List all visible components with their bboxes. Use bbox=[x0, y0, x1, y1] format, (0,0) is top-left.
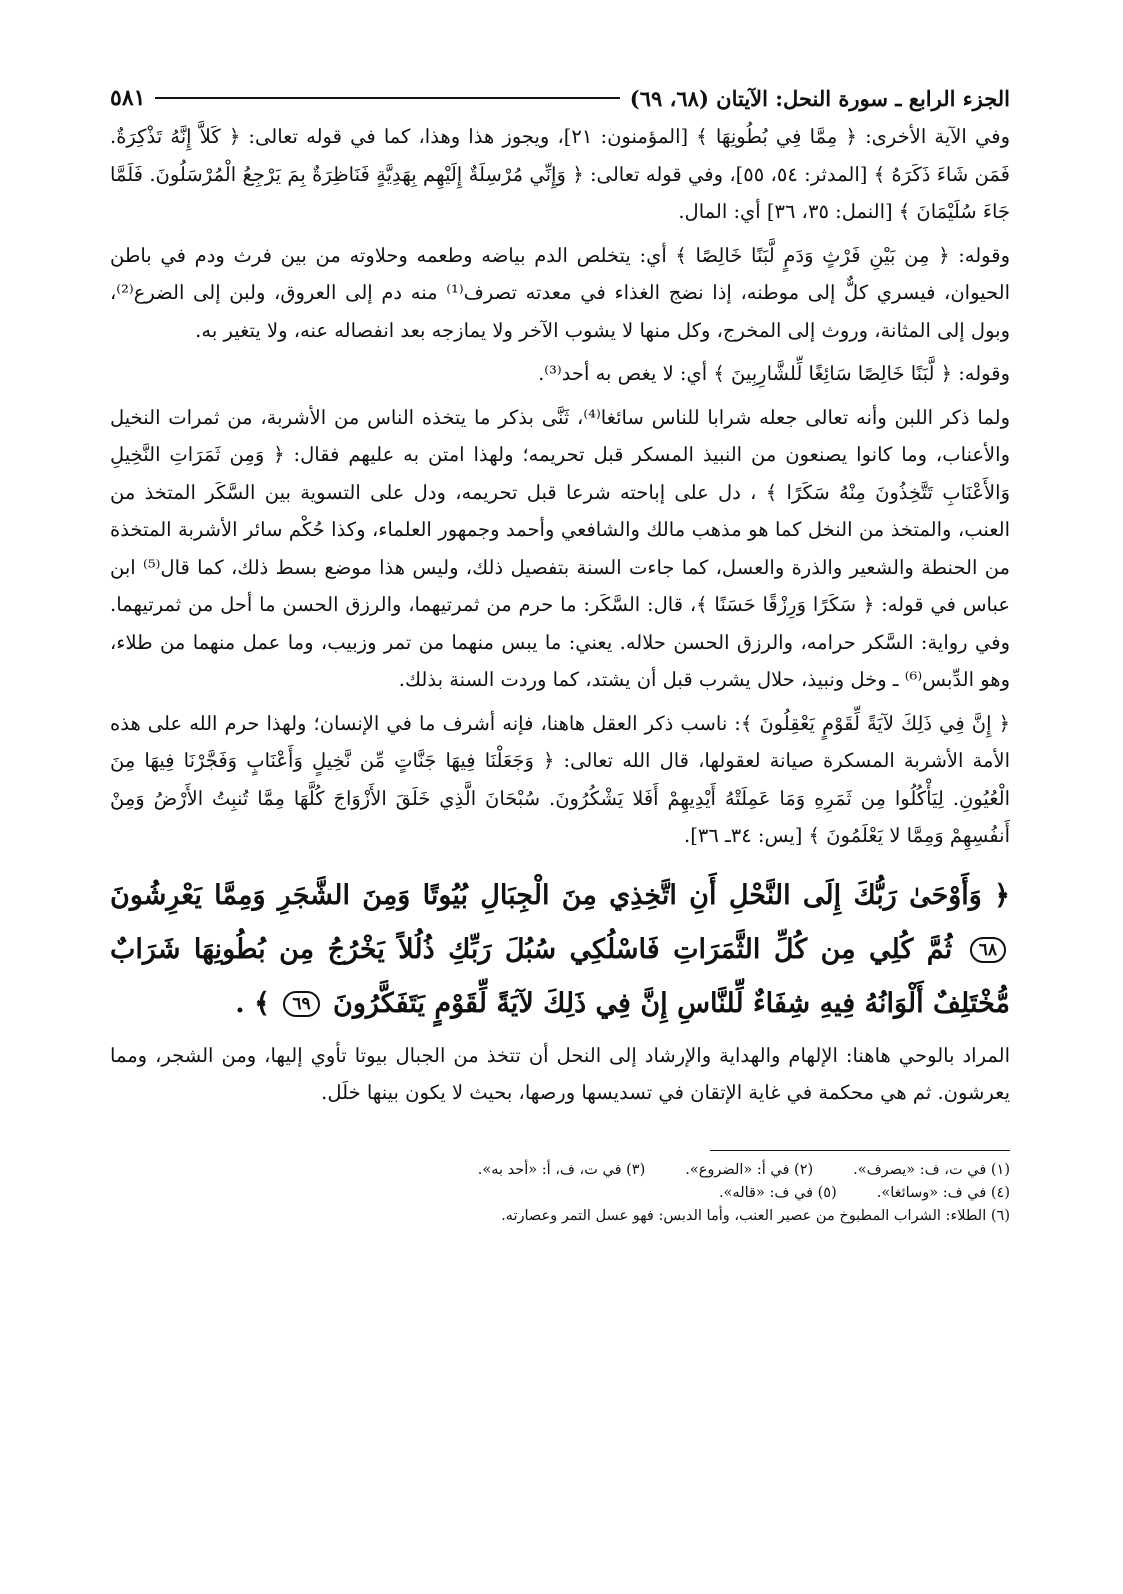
paragraph-5: ﴿ إِنَّ فِي ذَلِكَ لآيَةً لِّقَوْمٍ يَعْقِلُونَ ﴾: ناسب ذكر العقل هاهنا، فإنه أشرف ما في الإنسان؛ ولهذا حرم الله على هذه الأمة الأشربة المسكرة صيانة لعقولها، قال الله تعالى: ﴿ وَجَعَلْنَا فِيهَا جَنَّاتٍ مِّن نَّخِيلٍ وَأَعْنَابٍ وَفَجَّرْنَا فِيهَا مِنَ الْعُيُونِ. لِيَأْكُلُوا مِن ثَمَرِهِ وَمَا عَمِلَتْهُ أَيْدِيهِمْ أَفَلا يَشْكُرُونَ. سُبْحَانَ الَّذِي خَلَقَ الأَزْوَاجَ كُلَّهَا مِمَّا تُنبِتُ الأَرْضُ وَمِنْ أَنفُسِهِمْ وَمِمَّا لا يَعْلَمُونَ ﴾ [يس: ٣٤ـ ٣٦]. bbox=[110, 711, 1010, 847]
paragraph-2: وقوله: ﴿ مِن بَيْنِ فَرْثٍ وَدَمٍ لَّبَنًا خَالِصًا ﴾ أي: يتخلص الدم بياضه وطعمه وحلاوته من بين فرث ودم في باطن الحيوان، فيسري كلٌّ إلى موطنه، إذا نضج الغذاء في معدته تصرف⁽¹⁾ منه دم إلى العروق، ولبن إلى الضرع⁽²⁾، وبول إلى المثانة، وروث إلى المخرج، وكل منها لا يشوب الآخر ولا يمازجه بعد انفصاله عنه، ولا يتغير به. bbox=[110, 243, 1010, 342]
footnote-4: (٤) في ف: «وسائغا». bbox=[876, 1184, 1010, 1201]
verse-text-69: ثُمَّ كُلِي مِن كُلِّ الثَّمَرَاتِ فَاسْلُكِي سُبُلَ رَبِّكِ ذُلُلاً يَخْرُجُ مِن بُطُونِهَا شَرَابٌ مُّخْتَلِفٌ أَلْوَانُهُ فِيهِ شِفَاءٌ لِّلنَّاسِ إِنَّ فِي ذَلِكَ لآيَةً لِّقَوْمٍ يَتَفَكَّرُونَ bbox=[110, 933, 1010, 1019]
paragraph-3: وقوله: ﴿ لَّبَنًا خَالِصًا سَائِغًا لِّلشَّارِبِينَ ﴾ أي: لا يغص به أحد⁽³⁾. bbox=[538, 362, 1010, 385]
commentary-paragraph: المراد بالوحي هاهنا: الإلهام والهداية والإرشاد إلى النحل أن تتخذ من الجبال بيوتا تأوي إليها، ومن الشجر، ومما يعرشون. ثم هي محكمة في غاية الإتقان في تسديسها ورصها، بحيث لا يكون بينها خلَل. bbox=[110, 1043, 1010, 1104]
running-title: الجزء الرابع ـ سورة النحل: الآيتان (٦٨، ٦٩) bbox=[629, 85, 1010, 111]
verse-number-68: ٦٨ bbox=[970, 937, 1006, 963]
book-page bbox=[110, 78, 1010, 1558]
footnote-6: (٦) الطلاء: الشراب المطبوخ من عصير العنب، وأما الدبس: فهو عسل التمر وعصارته. bbox=[501, 1207, 1010, 1224]
footnote-3: (٣) في ت، ف، أ: «أحد به». bbox=[477, 1161, 646, 1178]
footnote-separator bbox=[710, 1150, 1010, 1151]
footnote-5: (٥) في ف: «قاله». bbox=[718, 1184, 837, 1201]
footnote-row-3 bbox=[110, 1205, 1010, 1228]
footnote-2: (٢) في أ: «الضروع». bbox=[685, 1161, 814, 1178]
quran-verse-block bbox=[110, 869, 1010, 1031]
verse-text-68: ﴿ وَأَوْحَىٰ رَبُّكَ إِلَى النَّحْلِ أَنِ اتَّخِذِي مِنَ الْجِبَالِ بُيُوتًا وَمِنَ الشَّجَرِ وَمِمَّا يَعْرِشُونَ bbox=[110, 879, 1010, 911]
footnote-1: (١) في ت، ف: «يصرف». bbox=[853, 1161, 1010, 1178]
paragraph-1: وفي الآية الأخرى: ﴿ مِمَّا فِي بُطُونِهَا ﴾ [المؤمنون: ٢١]، ويجوز هذا وهذا، كما في قوله تعالى: ﴿ كَلاَّ إِنَّهُ تَذْكِرَةٌ. فَمَن شَاءَ ذَكَرَهُ ﴾ [المدثر: ٥٤، ٥٥]، وفي قوله تعالى: ﴿ وَإِنِّي مُرْسِلَةٌ إِلَيْهِم بِهَدِيَّةٍ فَنَاظِرَةٌ بِمَ يَرْجِعُ الْمُرْسَلُونَ. فَلَمَّا جَاءَ سُلَيْمَانَ ﴾ [النمل: ٣٥، ٣٦] أي: المال. bbox=[110, 125, 1010, 223]
verse-end-bracket: ﴾ . bbox=[235, 987, 270, 1019]
paragraph-4: ولما ذكر اللبن وأنه تعالى جعله شرابا للناس سائغا⁽⁴⁾، ثَنَّى بذكر ما يتخذه الناس من الأشربة، من ثمرات النخيل والأعناب، وما كانوا يصنعون من النبيذ المسكر قبل تحريمه؛ ولهذا امتن به عليهم فقال: ﴿ وَمِن ثَمَرَاتِ النَّخِيلِ وَالأَعْنَابِ تَتَّخِذُونَ مِنْهُ سَكَرًا ﴾ ، دل على إباحته شرعا قبل تحريمه، ودل على التسوية بين السَّكَر المتخذ من العنب، والمتخذ من النخل كما هو مذهب مالك والشافعي وأحمد وجمهور العلماء، وكذا حُكْم سائر الأشربة المتخذة من الحنطة والشعير والذرة والعسل، كما جاءت السنة بتفصيل ذلك، وليس هذا موضع بسط ذلك، كما قال⁽⁵⁾ ابن عباس في قوله: ﴿ سَكَرًا وَرِزْقًا حَسَنًا ﴾، قال: السَّكَر: ما حرم من ثمرتيهما، والرزق الحسن ما أحل من ثمرتيهما. وفي رواية: السَّكر حرامه، والرزق الحسن حلاله. يعني: ما يبس منهما من تمر وزبيب، وما عمل منهما من طلاء، وهو الدِّبس⁽⁶⁾ ـ وخل ونبيذ، حلال يشرب قبل أن يشتد، كما وردت السنة بذلك. bbox=[110, 405, 1010, 691]
header-rule bbox=[155, 97, 619, 99]
footnotes bbox=[110, 1159, 1010, 1228]
footnote-row-1 bbox=[110, 1159, 1010, 1182]
page-number: ٥٨١ bbox=[110, 85, 146, 111]
page-header bbox=[110, 78, 1010, 118]
footnote-row-2 bbox=[110, 1182, 1010, 1205]
verse-number-69: ٦٩ bbox=[283, 991, 319, 1017]
